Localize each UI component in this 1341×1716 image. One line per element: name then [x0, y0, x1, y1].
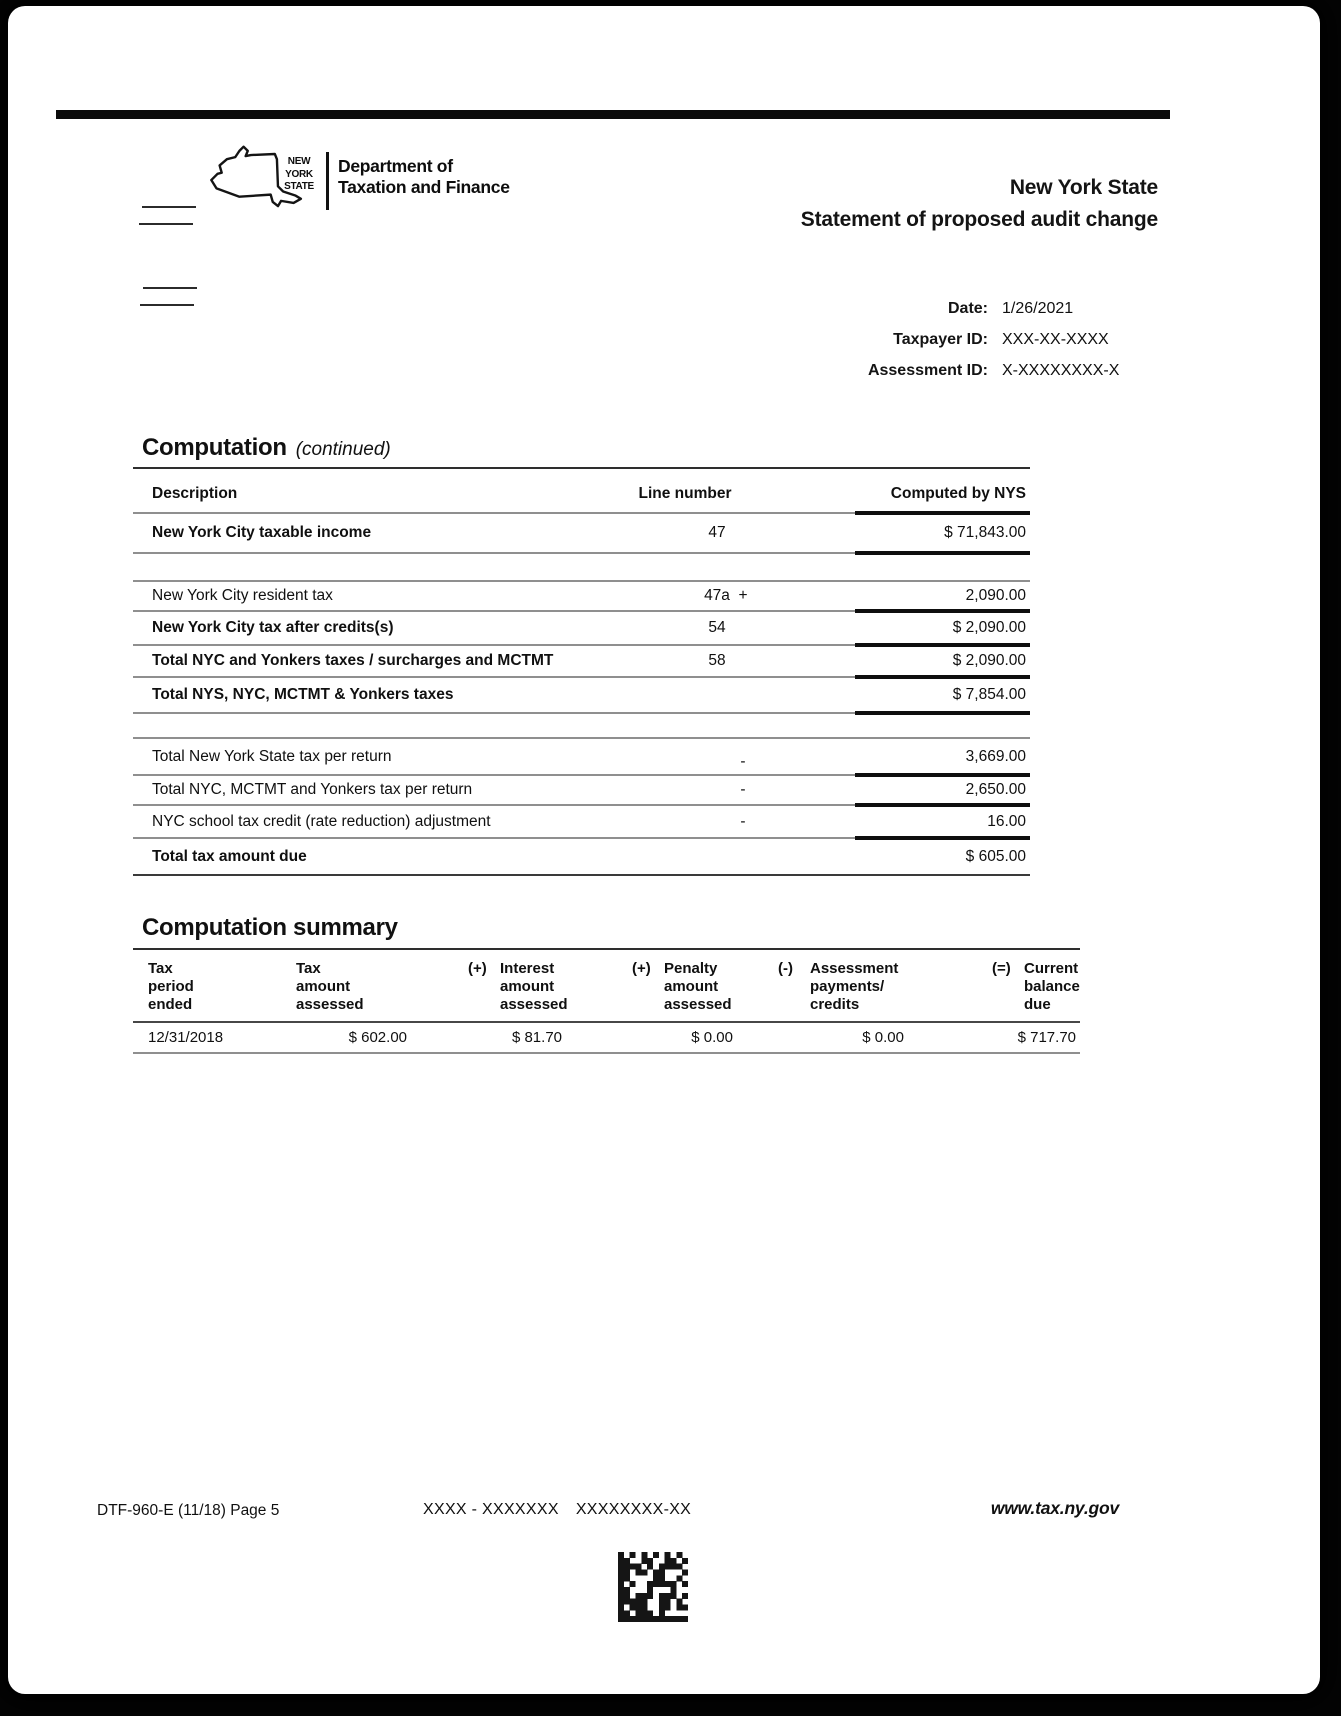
summary-table: [133, 958, 1080, 1054]
row-amount: $ 71,843.00: [944, 524, 1026, 541]
summary-balance-due: $ 717.70: [1017, 1029, 1076, 1046]
column-header-line-number: Line number: [638, 485, 732, 502]
table-row: [133, 514, 1030, 554]
header-line: credits: [810, 996, 860, 1013]
department-name: [338, 156, 510, 198]
summary-tax-amount: $ 602.00: [348, 1029, 407, 1046]
date-value: 1/26/2021: [1002, 300, 1074, 317]
taxpayer-id-label: Taxpayer ID:: [893, 331, 988, 348]
operator-prefix: (+): [468, 960, 487, 977]
table-row: [133, 776, 1030, 806]
header-line: period: [148, 978, 194, 995]
table-row: [133, 739, 1030, 776]
computation-heading-rule: [133, 467, 1030, 469]
header-line: amount: [664, 978, 719, 995]
logo-state-text: [272, 156, 326, 194]
header-line: Interest: [500, 960, 555, 977]
header-line: balance: [1024, 978, 1080, 995]
meta-date-row: [698, 300, 1160, 318]
row-line-number: 54: [708, 619, 726, 636]
header-line: ended: [148, 996, 193, 1013]
document-title-statement: Statement of proposed audit change: [800, 208, 1158, 231]
row-amount: $ 7,854.00: [952, 686, 1026, 703]
summary-header-row: [133, 958, 1080, 1023]
footer-reference-left: XXXX - XXXXXXX: [423, 1501, 559, 1518]
top-rule: [56, 110, 1170, 119]
department-name-line2: Taxation and Finance: [338, 177, 510, 197]
summary-tax-period: 12/31/2018: [148, 1029, 224, 1046]
header-line: amount: [500, 978, 555, 995]
footer-website: www.tax.ny.gov: [990, 1498, 1119, 1518]
operator-prefix: (=): [992, 960, 1011, 977]
computation-header-row: [133, 476, 1030, 514]
document-title: [801, 172, 1158, 236]
row-operator: -: [740, 752, 746, 770]
summary-col-interest: [413, 958, 568, 1021]
table-row: [133, 806, 1030, 839]
row-amount: $ 2,090.00: [952, 652, 1026, 669]
summary-col-tax-amount: [283, 958, 413, 1021]
logo-state-line3: STATE: [284, 181, 314, 192]
row-operator: -: [740, 781, 746, 798]
table-row: [133, 582, 1030, 612]
footer-form-id: DTF-960-E (11/18) Page 5: [97, 1502, 280, 1519]
document-page: [8, 6, 1320, 1694]
assessment-id-label: Assessment ID:: [867, 362, 988, 379]
datamatrix-barcode-icon: [618, 1552, 688, 1622]
address-redaction-line: [139, 223, 193, 225]
date-label: Date:: [947, 300, 988, 317]
table-row: [133, 612, 1030, 646]
logo-divider: [326, 152, 329, 210]
logo-state-line1: NEW: [287, 156, 311, 167]
header-line: assessed: [500, 996, 568, 1013]
summary-col-payments: [739, 958, 910, 1021]
row-description: New York City taxable income: [152, 524, 372, 541]
row-description: New York City tax after credits(s): [152, 619, 394, 636]
operator-prefix: (+): [632, 960, 651, 977]
summary-col-balance: [910, 958, 1080, 1021]
row-description: Total NYC, MCTMT and Yonkers tax per return: [152, 781, 473, 798]
row-description: New York City resident tax: [152, 587, 333, 604]
header-line: due: [1024, 996, 1051, 1013]
summary-col-tax-period: [133, 958, 283, 1021]
footer-reference-right: XXXXXXXX-XX: [575, 1501, 692, 1518]
column-header-computed: Computed by NYS: [890, 485, 1026, 502]
header-line: Tax: [296, 960, 321, 977]
header-line: payments/: [810, 978, 885, 995]
meta-taxpayer-row: [698, 331, 1160, 349]
summary-heading: Computation summary: [142, 914, 398, 941]
summary-heading-rule: [133, 948, 1080, 950]
row-description: Total tax amount due: [152, 847, 307, 865]
logo-state-line2: YORK: [285, 168, 313, 180]
operator-prefix: (-): [778, 960, 793, 977]
header-line: Tax: [148, 960, 173, 977]
row-amount: 2,650.00: [965, 781, 1026, 798]
document-meta: [698, 300, 1160, 393]
header-line: amount: [296, 978, 351, 995]
header-line: Penalty: [664, 960, 718, 977]
computation-heading: [142, 434, 391, 462]
computation-heading-note: (continued): [295, 439, 391, 460]
row-description: Total NYS, NYC, MCTMT & Yonkers taxes: [152, 686, 454, 703]
computation-heading-text: Computation: [142, 434, 287, 461]
spacer-row: [133, 714, 1030, 739]
header-line: assessed: [296, 996, 364, 1013]
row-operator: -: [740, 812, 746, 830]
table-row: [133, 839, 1030, 876]
row-amount: 3,669.00: [965, 747, 1026, 765]
taxpayer-id-value: XXX-XX-XXXX: [1002, 331, 1109, 348]
footer-reference: [423, 1501, 691, 1519]
spacer-row: [133, 554, 1030, 582]
summary-payments: $ 0.00: [862, 1029, 904, 1046]
document-title-state: New York State: [1009, 176, 1158, 199]
row-amount: 2,090.00: [965, 587, 1026, 604]
meta-assessment-row: [698, 362, 1160, 380]
address-redaction-line: [140, 304, 194, 306]
header-line: Assessment: [810, 960, 899, 977]
summary-interest: $ 81.70: [511, 1029, 562, 1046]
row-line-number: 47a: [704, 587, 730, 604]
row-operator: +: [738, 587, 748, 604]
summary-data-row: [133, 1023, 1080, 1054]
address-redaction-line: [143, 287, 197, 289]
table-row: [133, 678, 1030, 714]
header-line: assessed: [664, 996, 732, 1013]
computation-table: [133, 476, 1030, 876]
summary-col-penalty: [568, 958, 739, 1021]
column-header-description: Description: [152, 485, 238, 502]
row-amount: $ 2,090.00: [952, 619, 1026, 636]
row-amount: 16.00: [987, 812, 1026, 830]
department-name-line1: Department of: [338, 156, 453, 176]
row-line-number: 47: [708, 524, 726, 541]
table-row: [133, 646, 1030, 678]
row-description: NYC school tax credit (rate reduction) adjustment: [152, 812, 491, 830]
row-description: Total NYC and Yonkers taxes / surcharges and MCTMT: [152, 652, 554, 669]
assessment-id-value: X-XXXXXXXX-X: [1002, 362, 1120, 379]
row-description: Total New York State tax per return: [152, 747, 392, 765]
row-line-number: 58: [708, 652, 726, 669]
header-line: Current: [1024, 960, 1079, 977]
address-redaction-line: [142, 206, 196, 208]
row-amount: $ 605.00: [965, 847, 1026, 865]
summary-penalty: $ 0.00: [691, 1029, 733, 1046]
